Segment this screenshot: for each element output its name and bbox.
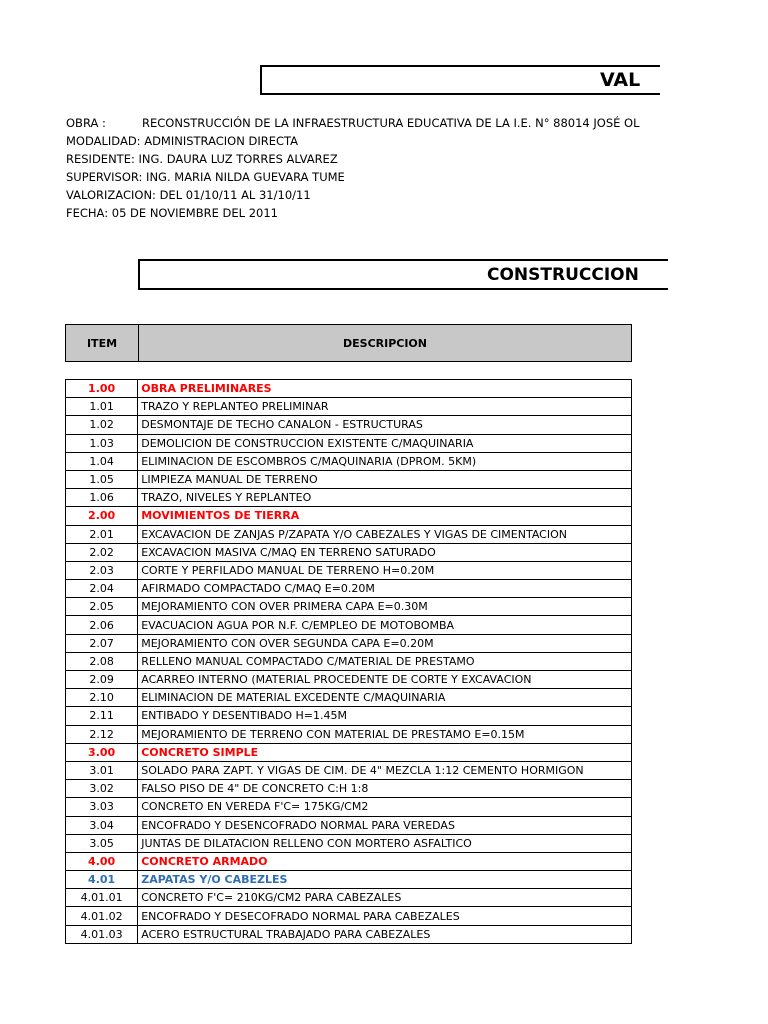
- table-row: [66, 852, 632, 870]
- item-code-cell: 2.04: [66, 580, 138, 598]
- item-code-cell: 2.08: [66, 652, 138, 670]
- table-row: [66, 434, 632, 452]
- table-row: [66, 580, 632, 598]
- item-code-cell: 3.04: [66, 816, 138, 834]
- item-code-cell: 2.11: [66, 707, 138, 725]
- item-description-cell: CONCRETO EN VEREDA F'C= 175KG/CM2: [138, 798, 632, 816]
- table-row: [66, 380, 632, 398]
- info-fecha-label: FECHA: 05 DE NOVIEMBRE DEL 2011: [66, 206, 278, 220]
- item-code-cell: 1.03: [66, 434, 138, 452]
- item-description-cell: ENCOFRADO Y DESECOFRADO NORMAL PARA CABEZALES: [138, 907, 632, 925]
- item-description-cell: TRAZO, NIVELES Y REPLANTEO: [138, 489, 632, 507]
- item-description-cell: ELIMINACION DE ESCOMBROS C/MAQUINARIA (DPROM. 5KM): [138, 452, 632, 470]
- item-description-cell: EVACUACION AGUA POR N.F. C/EMPLEO DE MOTOBOMBA: [138, 616, 632, 634]
- item-code-cell: 2.05: [66, 598, 138, 616]
- table-row: [66, 652, 632, 670]
- item-description-cell: ZAPATAS Y/O CABEZLES: [138, 871, 632, 889]
- item-description-cell: AFIRMADO COMPACTADO C/MAQ E=0.20M: [138, 580, 632, 598]
- table-row: [66, 489, 632, 507]
- item-description-cell: CONCRETO ARMADO: [138, 852, 632, 870]
- item-description-cell: MEJORAMIENTO CON OVER PRIMERA CAPA E=0.30M: [138, 598, 632, 616]
- item-description-cell: TRAZO Y REPLANTEO PRELIMINAR: [138, 398, 632, 416]
- item-description-cell: ELIMINACION DE MATERIAL EXCEDENTE C/MAQUINARIA: [138, 689, 632, 707]
- item-description-cell: RELLENO MANUAL COMPACTADO C/MATERIAL DE PRESTAMO: [138, 652, 632, 670]
- table-row: [66, 780, 632, 798]
- section-title-box: [138, 259, 668, 290]
- table-row: [66, 616, 632, 634]
- item-code-cell: 2.01: [66, 525, 138, 543]
- table-row: [66, 671, 632, 689]
- item-description-cell: CONCRETO SIMPLE: [138, 743, 632, 761]
- item-description-cell: ACARREO INTERNO (MATERIAL PROCEDENTE DE CORTE Y EXCAVACION: [138, 671, 632, 689]
- item-code-cell: 2.02: [66, 543, 138, 561]
- item-code-cell: 3.03: [66, 798, 138, 816]
- item-code-cell: 2.06: [66, 616, 138, 634]
- item-description-cell: ENTIBADO Y DESENTIBADO H=1.45M: [138, 707, 632, 725]
- items-table: [65, 379, 632, 944]
- info-obra-value: RECONSTRUCCIÓN DE LA INFRAESTRUCTURA EDUCATIVA DE LA I.E. N° 88014 JOSÉ OL: [142, 116, 640, 130]
- table-row: [66, 598, 632, 616]
- table-row: [66, 525, 632, 543]
- item-code-cell: 1.00: [66, 380, 138, 398]
- item-description-cell: MOVIMIENTOS DE TIERRA: [138, 507, 632, 525]
- table-row: [66, 707, 632, 725]
- table-row: [66, 871, 632, 889]
- item-code-cell: 1.06: [66, 489, 138, 507]
- info-obra-label: OBRA :: [66, 116, 106, 130]
- page-title: VAL: [600, 69, 641, 91]
- item-description-cell: MEJORAMIENTO DE TERRENO CON MATERIAL DE PRESTAMO E=0.15M: [138, 725, 632, 743]
- table-row: [66, 634, 632, 652]
- item-description-cell: MEJORAMIENTO CON OVER SEGUNDA CAPA E=0.20M: [138, 634, 632, 652]
- item-description-cell: CORTE Y PERFILADO MANUAL DE TERRENO H=0.20M: [138, 561, 632, 579]
- table-row: [66, 907, 632, 925]
- table-row: [66, 889, 632, 907]
- item-code-cell: 1.01: [66, 398, 138, 416]
- table-row: [66, 507, 632, 525]
- table-row: [66, 398, 632, 416]
- item-code-cell: 2.07: [66, 634, 138, 652]
- table-row: [66, 761, 632, 779]
- title-box: [260, 65, 660, 95]
- info-modalidad-label: MODALIDAD: ADMINISTRACION DIRECTA: [66, 134, 299, 148]
- table-row: [66, 816, 632, 834]
- table-row: [66, 725, 632, 743]
- table-row: [66, 925, 632, 943]
- item-description-cell: FALSO PISO DE 4" DE CONCRETO C:H 1:8: [138, 780, 632, 798]
- item-code-cell: 4.01.03: [66, 925, 138, 943]
- item-code-cell: 4.01.02: [66, 907, 138, 925]
- info-supervisor-label: SUPERVISOR: ING. MARIA NILDA GUEVARA TUME: [66, 170, 345, 184]
- col-header-desc: [138, 324, 632, 362]
- item-code-cell: 3.00: [66, 743, 138, 761]
- item-description-cell: DESMONTAJE DE TECHO CANALON - ESTRUCTURAS: [138, 416, 632, 434]
- col-header-item-label: ITEM: [86, 336, 118, 350]
- item-code-cell: 2.00: [66, 507, 138, 525]
- info-residente-label: RESIDENTE: ING. DAURA LUZ TORRES ALVAREZ: [66, 152, 338, 166]
- table-row: [66, 543, 632, 561]
- table-row: [66, 416, 632, 434]
- item-code-cell: 2.09: [66, 671, 138, 689]
- item-code-cell: 2.03: [66, 561, 138, 579]
- item-description-cell: OBRA PRELIMINARES: [138, 380, 632, 398]
- item-code-cell: 3.05: [66, 834, 138, 852]
- table-row: [66, 470, 632, 488]
- item-code-cell: 4.01: [66, 871, 138, 889]
- item-code-cell: 2.12: [66, 725, 138, 743]
- col-header-desc-label: DESCRIPCION: [343, 336, 427, 350]
- section-title: CONSTRUCCION: [487, 265, 639, 285]
- info-valorizacion-label: VALORIZACION: DEL 01/10/11 AL 31/10/11: [66, 188, 311, 202]
- table-row: [66, 561, 632, 579]
- item-description-cell: DEMOLICION DE CONSTRUCCION EXISTENTE C/MAQUINARIA: [138, 434, 632, 452]
- item-code-cell: 4.01.01: [66, 889, 138, 907]
- item-description-cell: LIMPIEZA MANUAL DE TERRENO: [138, 470, 632, 488]
- item-code-cell: 2.10: [66, 689, 138, 707]
- item-description-cell: EXCAVACION DE ZANJAS P/ZAPATA Y/O CABEZALES Y VIGAS DE CIMENTACION: [138, 525, 632, 543]
- item-description-cell: ACERO ESTRUCTURAL TRABAJADO PARA CABEZALES: [138, 925, 632, 943]
- table-row: [66, 452, 632, 470]
- item-code-cell: 3.01: [66, 761, 138, 779]
- item-code-cell: 1.05: [66, 470, 138, 488]
- item-description-cell: EXCAVACION MASIVA C/MAQ EN TERRENO SATURADO: [138, 543, 632, 561]
- item-description-cell: ENCOFRADO Y DESENCOFRADO NORMAL PARA VEREDAS: [138, 816, 632, 834]
- col-header-item: [65, 324, 139, 362]
- table-row: [66, 743, 632, 761]
- item-code-cell: 4.00: [66, 852, 138, 870]
- item-code-cell: 1.04: [66, 452, 138, 470]
- item-code-cell: 3.02: [66, 780, 138, 798]
- table-row: [66, 798, 632, 816]
- item-code-cell: 1.02: [66, 416, 138, 434]
- item-description-cell: SOLADO PARA ZAPT. Y VIGAS DE CIM. DE 4" MEZCLA 1:12 CEMENTO HORMIGON: [138, 761, 632, 779]
- item-description-cell: CONCRETO F'C= 210KG/CM2 PARA CABEZALES: [138, 889, 632, 907]
- table-row: [66, 689, 632, 707]
- table-row: [66, 834, 632, 852]
- item-description-cell: JUNTAS DE DILATACION RELLENO CON MORTERO ASFALTICO: [138, 834, 632, 852]
